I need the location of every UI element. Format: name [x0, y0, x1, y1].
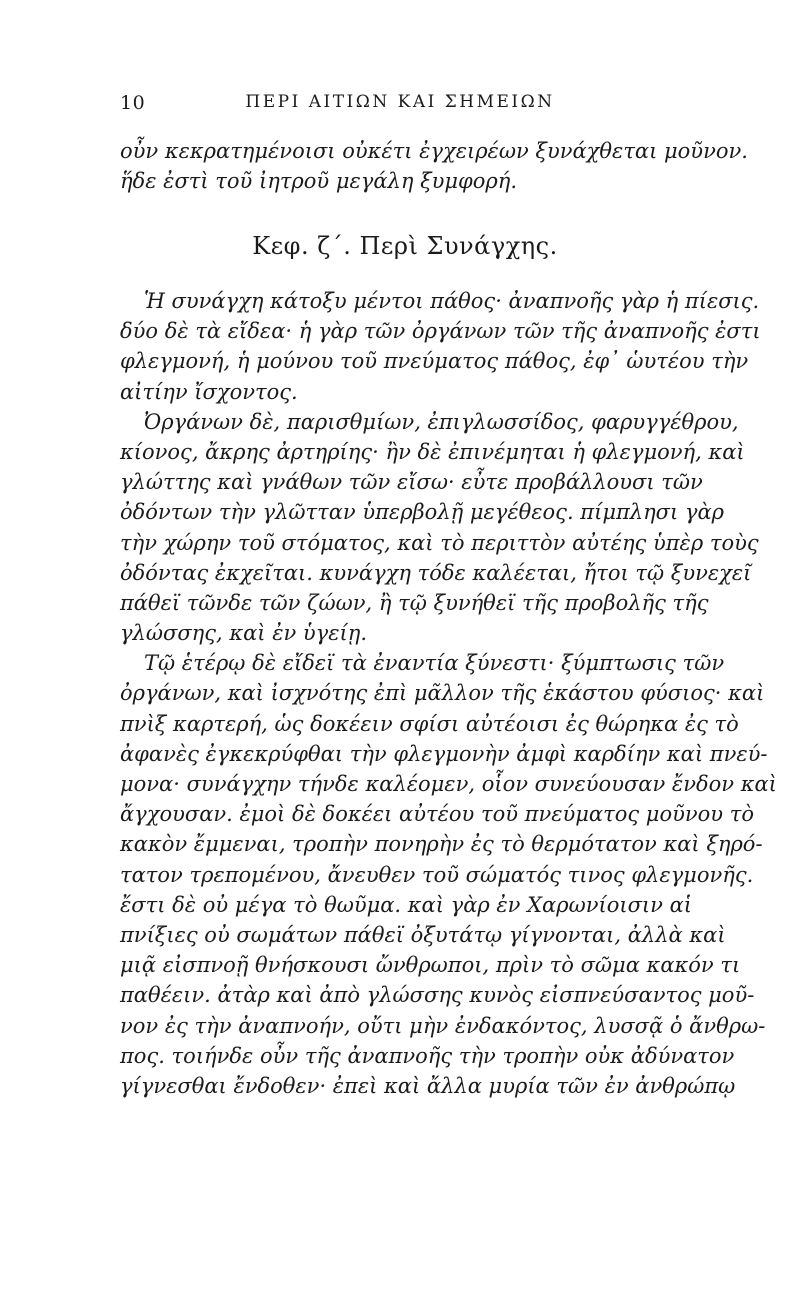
- paragraph-first-line: Ἡ συνάγχη κάτοξυ μέντοι πάθος· ἀναπνοῆς γὰρ ἡ πίεσις.: [144, 289, 760, 313]
- text-line: πάθεϊ τῶνδε τῶν ζώων, ἢ τῷ ξυνήθεϊ τῆς προβολῆς τῆς: [120, 590, 709, 615]
- running-title: ΠΕΡΙ ΑΙΤΙΩΝ ΚΑΙ ΣΗΜΕΙΩΝ: [245, 92, 555, 112]
- text-line: γλώσσης, καὶ ἐν ὑγείῃ.: [120, 621, 367, 646]
- text-line: γίγνεσθαι ἔνδοθεν· ἐπεὶ καὶ ἄλλα μυρία τῶν ἐν ἀνθρώπῳ: [120, 1073, 736, 1098]
- text-line: μιᾷ εἰσπνοῇ θνήσκουσι ὤνθρωποι, πρὶν τὸ σῶμα κακόν τι: [120, 953, 741, 978]
- intro-paragraph: [120, 136, 748, 196]
- text-line: ἄγχουσαν. ἐμοὶ δὲ δοκέει αὐτέου τοῦ πνεύματος μοῦνου τὸ: [120, 802, 754, 827]
- text-line: οὖν κεκρατημένοισι οὐκέτι ἐγχειρέων ξυνάχθεται μοῦνον.: [120, 139, 748, 163]
- text-line: γλώττης καὶ γνάθων τῶν εἴσω· εὖτε προβάλλουσι τῶν: [120, 470, 703, 495]
- text-line: παθέειν. ἀτὰρ καὶ ἀπὸ γλώσσης κυνὸς εἰσπνεύσαντος μοῦ-: [120, 983, 755, 1008]
- text-line: ἔστι δὲ οὐ μέγα τὸ θωῦμα. καὶ γὰρ ἐν Χαρωνίοισιν αἱ: [120, 892, 693, 917]
- page-number: 10: [120, 92, 146, 114]
- paragraph-first-line: Ὀργάνων δὲ, παρισθμίων, ἐπιγλωσσίδος, φαρυγγέθρου,: [144, 409, 739, 434]
- chapter-heading: Κεφ. ζ΄. Περὶ Συνάγχης.: [252, 232, 558, 260]
- text-line: πος. τοιήνδε οὖν τῆς ἀναπνοῆς τὴν τροπὴν οὐκ ἀδύνατον: [120, 1043, 735, 1068]
- text-line: μονα· συνάγχην τήνδε καλέομεν, οἷον συνεύουσαν ἔνδον καὶ: [120, 772, 777, 796]
- text-line: ἀφανὲς ἐγκεκρύφθαι τὴν φλεγμονὴν ἀμφὶ καρδίην καὶ πνεύ-: [120, 741, 768, 766]
- text-line: δύο δὲ τὰ εἴδεα· ἡ γὰρ τῶν ὀργάνων τῶν τῆς ἀναπνοῆς ἐστι: [120, 319, 761, 344]
- text-line: ὀργάνων, καὶ ἰσχνότης ἐπὶ μᾶλλον τῆς ἑκάστου φύσιος· καὶ: [120, 681, 765, 706]
- paragraph-first-line: Τῷ ἑτέρῳ δὲ εἴδεϊ τὰ ἐναντία ξύνεστι· ξύμπτωσις τῶν: [144, 651, 725, 676]
- text-line: τὴν χώρην τοῦ στόματος, καὶ τὸ περιττὸν αὐτέης ὑπὲρ τοὺς: [120, 530, 759, 555]
- text-line: ὀδόντας ἐκχεῖται. κυνάγχη τόδε καλέεται, ἤτοι τῷ ξυνεχεῖ: [120, 560, 752, 585]
- text-line: πνίξιες οὐ σωμάτων πάθεϊ ὀξυτάτῳ γίγνονται, ἀλλὰ καὶ: [120, 922, 726, 947]
- text-line: ἥδε ἐστὶ τοῦ ἰητροῦ μεγάλη ξυμφορή.: [120, 169, 518, 194]
- text-line: κακὸν ἔμμεναι, τροπὴν πονηρὴν ἐς τὸ θερμότατον καὶ ξηρό-: [120, 832, 763, 857]
- text-line: νον ἐς τὴν ἀναπνοήν, οὔτι μὴν ἐνδακόντος, λυσσᾷ ὁ ἄνθρω-: [120, 1013, 766, 1038]
- text-line: φλεγμονή, ἡ μούνου τοῦ πνεύματος πάθος, ἐφ᾽ ὡυτέου τὴν: [120, 349, 749, 374]
- text-line: τατον τρεπομένου, ἄνευθεν τοῦ σώματός τινος φλεγμονῆς.: [120, 862, 754, 887]
- running-header: [120, 92, 680, 118]
- text-line: κίονος, ἄκρης ἀρτηρίης· ἢν δὲ ἐπινέμηται ἡ φλεγμονή, καὶ: [120, 439, 745, 464]
- text-line: ὀδόντων τὴν γλῶτταν ὑπερβολῇ μεγέθεος. πίμπλησι γὰρ: [120, 500, 724, 525]
- text-line: αἰτίην ἴσχοντος.: [120, 379, 298, 404]
- text-line: πνὶξ καρτερή, ὡς δοκέειν σφίσι αὐτέοισι ἐς θώρηκα ἐς τὸ: [120, 711, 739, 736]
- chapter-body: [120, 286, 777, 1101]
